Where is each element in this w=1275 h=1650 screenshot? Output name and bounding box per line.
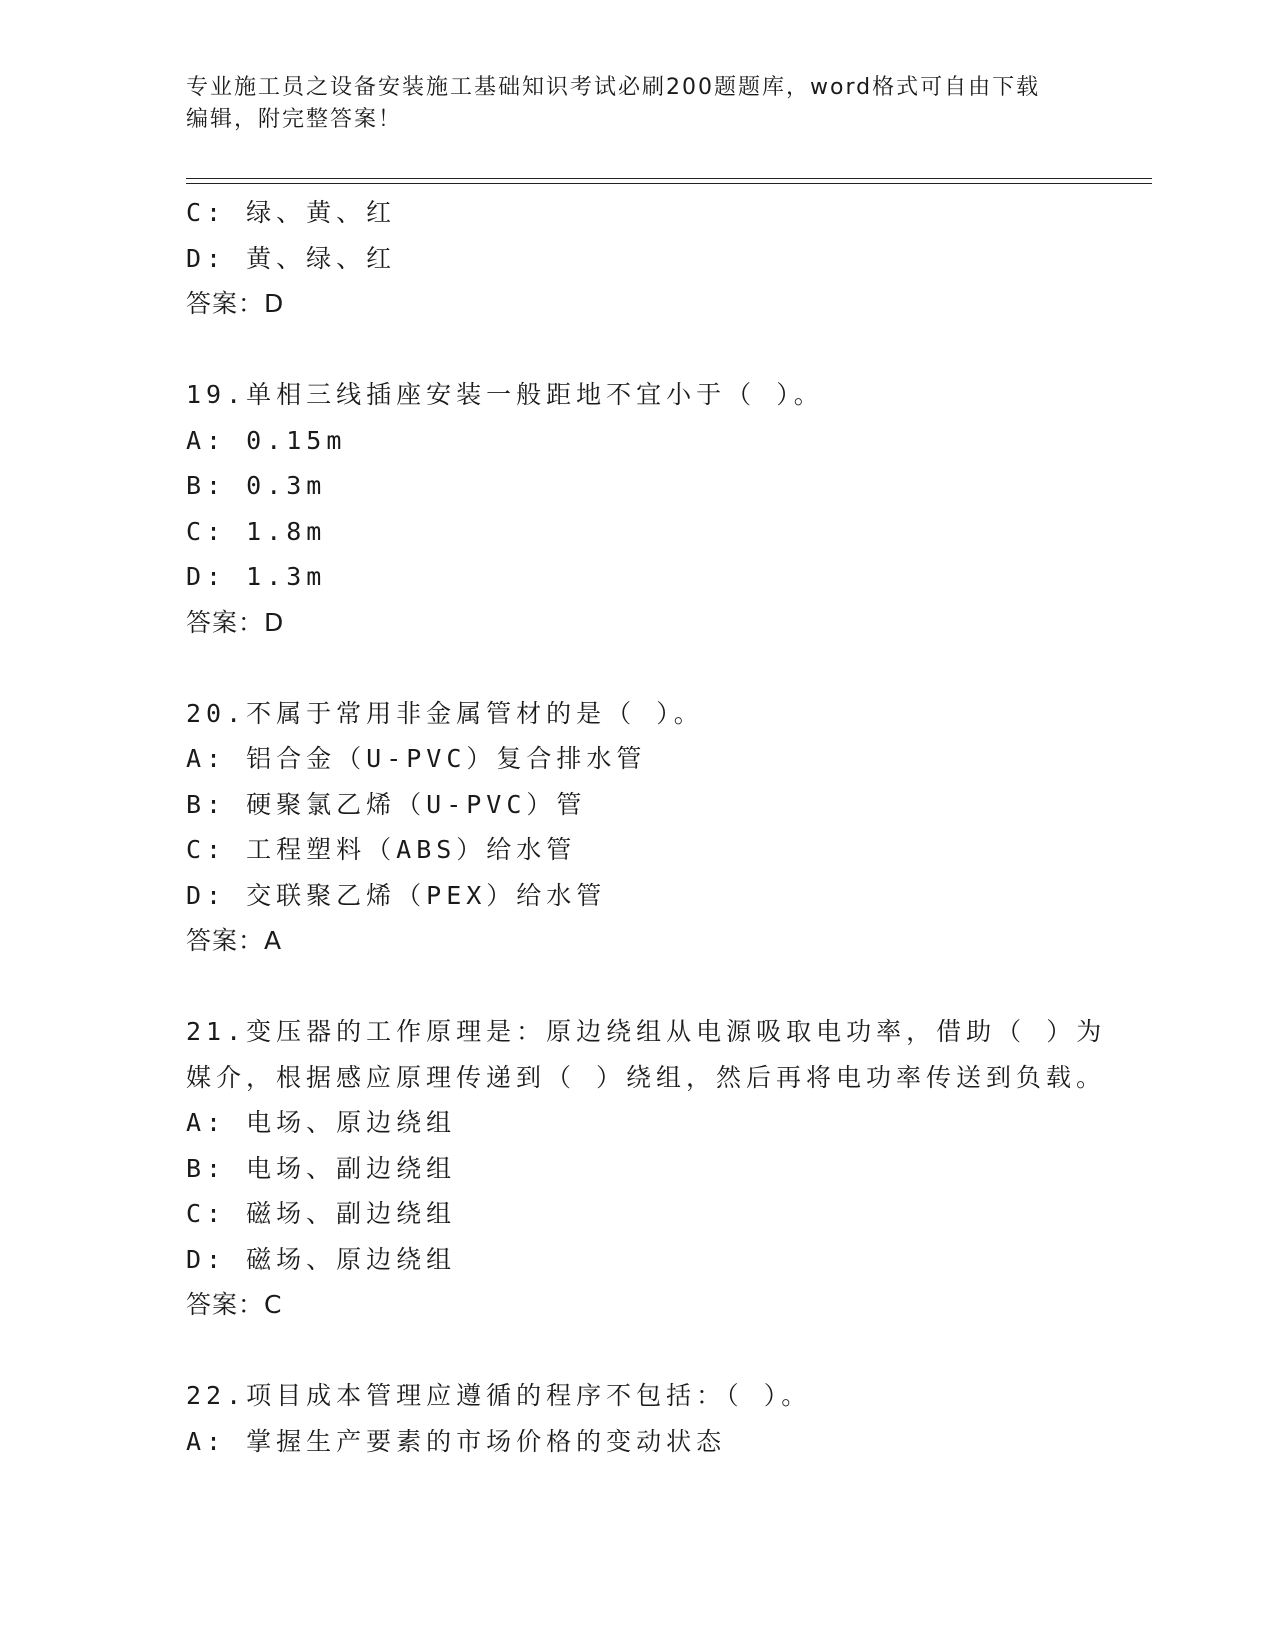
question-text-line-1: 21.变压器的工作原理是：原边绕组从电源吸取电功率，借助（ ）为 <box>186 1017 1107 1046</box>
spacer <box>186 964 1116 1010</box>
question-21 <box>186 1009 1116 1328</box>
header-line-1: 专业施工员之设备安装施工基础知识考试必刷200题题库，word格式可自由下载 <box>186 75 1041 100</box>
option-c: C: 1.8m <box>186 516 327 546</box>
question-list <box>186 190 1116 1464</box>
option-c: C: 绿、黄、红 <box>186 198 397 227</box>
option-a: A: 0.15m <box>186 425 347 455</box>
question-20 <box>186 691 1116 964</box>
question-19 <box>186 372 1116 645</box>
spacer <box>186 645 1116 691</box>
question-text-line-2: 媒介，根据感应原理传递到（ ）绕组，然后再将电功率传送到负载。 <box>186 1062 1107 1092</box>
option-d: D: 磁场、原边绕组 <box>186 1244 457 1274</box>
option-b: B: 电场、副边绕组 <box>186 1153 457 1183</box>
header-divider-top <box>186 178 1152 179</box>
option-b: B: 硬聚氯乙烯（U-PVC）管 <box>186 789 587 819</box>
question-text: 19.单相三线插座安装一般距地不宜小于（ ）。 <box>186 380 824 409</box>
answer: 答案：D <box>186 289 285 318</box>
spacer <box>186 327 1116 373</box>
page-header <box>186 72 1086 136</box>
option-c: C: 工程塑料（ABS）给水管 <box>186 835 577 864</box>
option-b: B: 0.3m <box>186 471 327 500</box>
question-text: 20.不属于常用非金属管材的是（ ）。 <box>186 698 704 728</box>
option-a: A: 铝合金（U-PVC）复合排水管 <box>186 744 647 773</box>
option-d: D: 交联聚乙烯（PEX）给水管 <box>186 880 607 910</box>
answer: 答案：C <box>186 1290 283 1319</box>
answer: 答案：D <box>186 607 285 637</box>
option-d: D: 黄、绿、红 <box>186 243 397 273</box>
question-22 <box>186 1373 1116 1464</box>
option-a: A: 掌握生产要素的市场价格的变动状态 <box>186 1426 727 1456</box>
question-18 <box>186 190 1116 327</box>
spacer <box>186 1328 1116 1374</box>
option-a: A: 电场、原边绕组 <box>186 1108 457 1137</box>
header-divider-bottom <box>186 183 1152 184</box>
answer: 答案：A <box>186 926 283 955</box>
option-c: C: 磁场、副边绕组 <box>186 1199 457 1228</box>
option-d: D: 1.3m <box>186 562 327 591</box>
question-text: 22.项目成本管理应遵循的程序不包括：（ ）。 <box>186 1381 812 1410</box>
header-line-2: 编辑，附完整答案！ <box>186 107 403 132</box>
